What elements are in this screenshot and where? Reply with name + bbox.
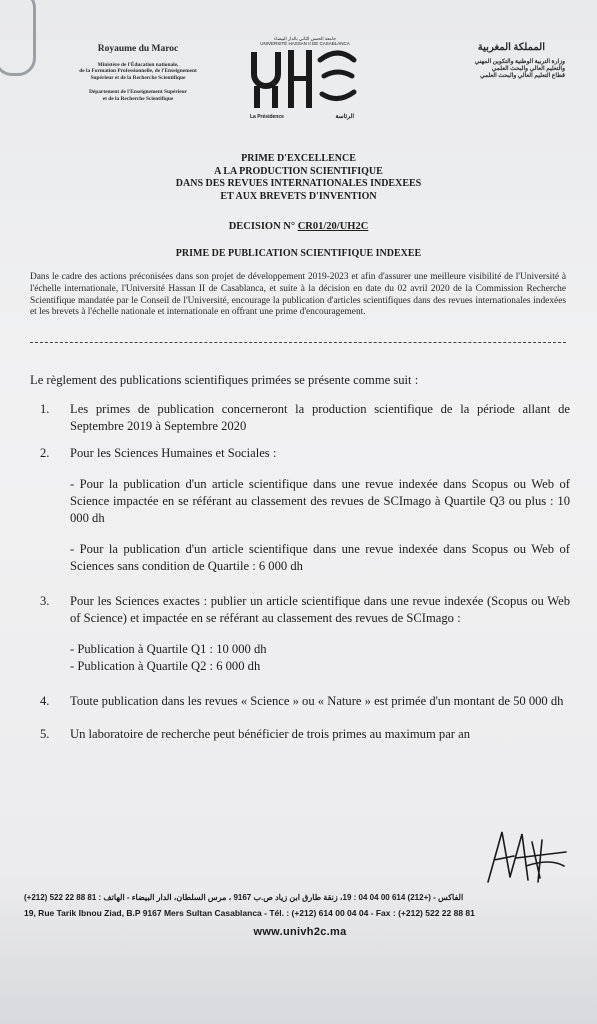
presidence-label: La Présidence: [250, 114, 284, 120]
item-number: 1.: [40, 402, 50, 416]
logo-top-text: UNIVERSITÉ HASSAN II DE CASABLANCA: [260, 41, 350, 46]
ministry-line: Ministère de l'Éducation nationale,: [97, 62, 179, 68]
main-title-line: DANS DES REVUES INTERNATIONALES INDEXEES: [175, 178, 422, 189]
item-text: Pour les Sciences Humaines et Sociales :: [70, 446, 277, 460]
header-left: [48, 44, 228, 102]
footer: [24, 893, 576, 938]
item-number: 3.: [40, 594, 50, 608]
decision-title: [0, 221, 597, 232]
footer-arabic: (+212) 522 22 88 81 : الفاكس - (+212) 614 00 04 04 : 19، زنقة طارق ابن زياد ص.ب 9167 ، مرس السلطان، الدار البيضاء - الهاتف: [24, 893, 464, 902]
item-text: Un laboratoire de recherche peut bénéficier de trois primes au maximum par an: [70, 727, 471, 741]
list-item: [30, 401, 570, 435]
regulation-body: [30, 372, 570, 753]
item-number: 2.: [40, 446, 50, 460]
item-paragraph: - Pour la publication d'un article scientifique dans une revue indexée dans Scopus ou Web of Science impactée en se référant au classement des revues de SCImago à Quartile Q3 ou plus : 10 000 dh: [70, 477, 570, 525]
paper-clip: [0, 0, 36, 76]
ministry-ar-line: وزارة التربية الوطنية والتكوين المهني: [474, 59, 565, 65]
decision-prefix: DECISION N°: [228, 221, 298, 232]
subtitle: PRIME DE PUBLICATION SCIENTIFIQUE INDEXEE: [175, 248, 422, 259]
ministry-ar-line: قطاع التعليم العالي والبحث العلمي: [479, 73, 565, 79]
main-title-line: ET AUX BREVETS D'INVENTION: [220, 190, 377, 202]
item-text: Les primes de publication concerneront la production scientifique de la période allant de Septembre 2019 à Septembre 2020: [70, 402, 570, 433]
item-text: Toute publication dans les revues « Science » ou « Nature » est primée d'un montant de 50 000 dh: [70, 694, 564, 708]
kingdom-ar: المملكة المغربية: [477, 42, 545, 53]
uh2c-logo-icon: [250, 46, 360, 112]
intro-paragraph: Dans le cadre des actions préconisées dans son projet de développement 2019-2023 et afin d'assurer une meilleure visibilité de l'Université à l'échelle internationale, l'Université Hassan II de Casablanca, et suite à la décision en date du 02 avril 2020 de la Commission Recherche Scientifique mandatée par le Conseil de l'Université, encourage la publication d'articles scientifiques dans des revues internationales indexées et les brevets à l'échelle nationale et internationale en offrant une prime d'encouragement.: [30, 272, 566, 318]
department-line: Département de l'Enseignement Supérieur: [88, 89, 188, 96]
header-right: [395, 42, 565, 80]
ministry-line: Supérieur et de la Recherche Scientifique: [90, 74, 186, 81]
ministry-ar-line: والتعليم العالي والبحث العلمي: [491, 66, 565, 72]
list-item: [30, 445, 570, 575]
footer-website: www.univh2c.ma: [253, 926, 347, 938]
item-number: 4.: [40, 694, 50, 708]
main-title-line: PRIME D'EXCELLENCE: [241, 153, 356, 164]
university-logo: [250, 36, 360, 136]
list-item: [30, 726, 570, 743]
list-item: [30, 593, 570, 675]
department-line: et de la Recherche Scientifique: [102, 95, 174, 102]
item-text: Pour les Sciences exactes : publier un article scientifique dans une revue indexée (Scopus ou Web of Science) et impactée en se référant au classement des revues de SCImago :: [70, 594, 570, 625]
decision-number: CR01/20/UH2C: [297, 221, 369, 232]
main-title: [0, 153, 597, 203]
logo-top-text: جامعة الحسن الثاني بالدار البيضاء: [274, 36, 336, 41]
footer-address: 19, Rue Tarik Ibnou Ziad, B.P 9167 Mers Sultan Casablanca - Tél. : (+212) 614 00 04 04 - Fax : (+212) 522 22 88 81: [24, 908, 475, 918]
main-title-line: A LA PRODUCTION SCIENTIFIQUE: [214, 165, 383, 177]
item-bullet: - Publication à Quartile Q2 : 6 000 dh: [70, 659, 261, 673]
kingdom-fr: Royaume du Maroc: [97, 44, 179, 54]
presidence-label-ar: الرئاسة: [335, 114, 354, 120]
dashed-divider: [30, 342, 566, 343]
item-number: 5.: [40, 727, 50, 741]
list-item: [30, 693, 570, 710]
ministry-line: de la Formation Professionnelle, de l'Enseignement: [79, 68, 197, 75]
regulation-lead: Le règlement des publications scientifiques primées se présente comme suit :: [30, 373, 419, 387]
item-bullet: - Publication à Quartile Q1 : 10 000 dh: [70, 642, 267, 656]
item-paragraph: - Pour la publication d'un article scientifique dans une revue indexée dans Scopus ou Web of Sciences sans condition de Quartile : 6 000 dh: [70, 542, 570, 573]
signature-icon: [480, 822, 570, 892]
